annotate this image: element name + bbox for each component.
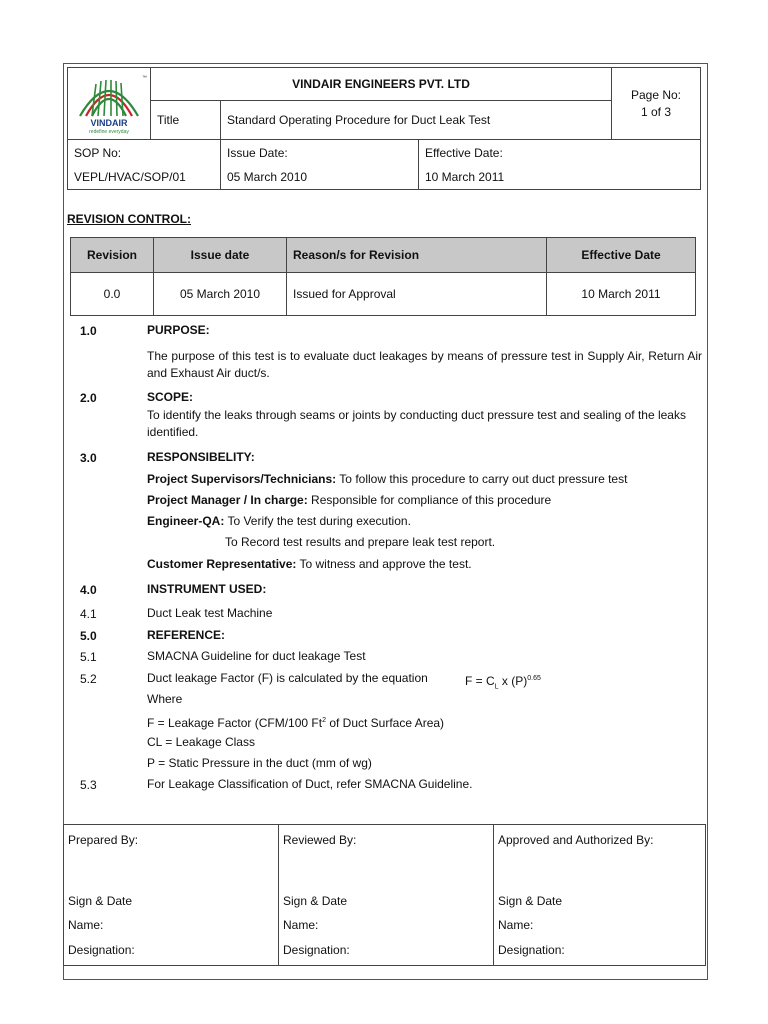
s3-number: 3.0 (80, 451, 97, 465)
f-definition: F = Leakage Factor (CFM/100 Ft$^2$ of Duct Surface Area) (147, 716, 445, 730)
reviewed-name: Name: (283, 918, 319, 932)
company-name: VINDAIR ENGINEERS PVT. LTD (151, 68, 612, 101)
s53-number: 5.3 (80, 778, 97, 792)
vindair-logo (70, 70, 148, 134)
sop-value: VEPL/HVAC/SOP/01 (74, 170, 186, 184)
resp-3-role: Engineer-QA: (147, 514, 225, 528)
logo-tagline: redefine everyday (89, 129, 129, 134)
resp-1-role: Project Supervisors/Technicians: (147, 472, 337, 486)
s52-number: 5.2 (80, 672, 97, 686)
col-reason: Reason/s for Revision (287, 238, 547, 273)
resp-1-text: To follow this procedure to carry out duct pressure test (336, 472, 628, 486)
revision-heading: REVISION CONTROL: (67, 212, 192, 226)
title-value: Standard Operating Procedure for Duct Leak Test (221, 100, 612, 139)
reviewed-designation: Designation: (283, 942, 350, 957)
reviewed-sign: Sign & Date (283, 893, 348, 908)
reviewed-cell (279, 825, 494, 966)
col-revision: Revision (71, 238, 154, 273)
s51-number: 5.1 (80, 650, 97, 664)
effective-label: Effective Date: (425, 145, 503, 160)
resp-1 (147, 471, 627, 488)
p-definition: P = Static Pressure in the duct (mm of wg) (147, 756, 372, 770)
s51-text: SMACNA Guideline for duct leakage Test (147, 649, 366, 663)
col-effective-date: Effective Date (547, 238, 696, 273)
issue-label: Issue Date: (227, 145, 288, 160)
s5-number: 5.0 (80, 629, 97, 643)
prepared-cell (64, 825, 279, 966)
approved-title: Approved and Authorized By: (498, 833, 654, 847)
resp-4-text: To witness and approve the test. (296, 557, 472, 571)
cell-issue-date: 05 March 2010 (154, 273, 287, 316)
s1-title: PURPOSE: (147, 323, 210, 337)
s5-title: REFERENCE: (147, 628, 226, 642)
s2-title: SCOPE: (147, 390, 194, 404)
s3-title: RESPONSIBELITY: (147, 450, 255, 464)
s2-text: To identify the leaks through seams or joints by conducting duct pressure test and sealing of the leaks identified. (147, 408, 686, 439)
s2-number: 2.0 (80, 391, 97, 405)
s52-text: Duct leakage Factor (F) is calculated by the equation (147, 671, 428, 685)
equation: $F = C_L$ x $(P)^{0.65}$ (465, 674, 541, 691)
prepared-designation: Designation: (68, 942, 135, 957)
effective-cell (419, 140, 701, 190)
logo-text: VINDAIR (90, 118, 128, 128)
col-issue-date: Issue date (154, 238, 287, 273)
approved-designation: Designation: (498, 942, 565, 957)
signature-table (63, 824, 706, 966)
where-label: Where (147, 692, 183, 706)
issue-cell (221, 140, 419, 190)
issue-value: 05 March 2010 (227, 169, 308, 184)
resp-3-text2: To Record test results and prepare leak test report. (225, 535, 496, 549)
resp-4 (147, 556, 472, 573)
s4-title: INSTRUMENT USED: (147, 582, 267, 596)
s1-text: The purpose of this test is to evaluate duct leakages by means of pressure test in Supply Air, Return Air and Exhaust Air duct/s. (147, 349, 702, 380)
page-value: 1 of 3 (640, 104, 672, 119)
page-number-cell (612, 68, 701, 140)
cell-reason: Issued for Approval (287, 273, 547, 316)
header-table (67, 67, 701, 190)
resp-2-text: Responsible for compliance of this procedure (307, 493, 552, 507)
title-label: Title (151, 100, 221, 139)
s41-text: Duct Leak test Machine (147, 606, 273, 620)
s41-number: 4.1 (80, 607, 97, 621)
prepared-title: Prepared By: (68, 833, 139, 847)
revision-table (70, 237, 696, 316)
s4-number: 4.0 (80, 583, 97, 597)
resp-2 (147, 492, 551, 509)
cell-effective-date: 10 March 2011 (547, 273, 696, 316)
resp-3 (147, 513, 411, 530)
cell-revision: 0.0 (71, 273, 154, 316)
s1-number: 1.0 (80, 324, 97, 338)
cl-definition: CL = Leakage Class (147, 735, 255, 749)
approved-cell (494, 825, 706, 966)
logo-cell (68, 68, 151, 140)
effective-value: 10 March 2011 (425, 169, 505, 184)
prepared-name: Name: (68, 918, 104, 932)
approved-name: Name: (498, 918, 534, 932)
svg-text:™: ™ (142, 75, 147, 81)
resp-3-text: To Verify the test during execution. (224, 514, 411, 528)
reviewed-title: Reviewed By: (283, 833, 357, 847)
s53-text: For Leakage Classification of Duct, refer SMACNA Guideline. (147, 777, 473, 791)
prepared-sign: Sign & Date (68, 893, 133, 908)
table-row (71, 273, 696, 316)
resp-2-role: Project Manager / In charge: (147, 493, 308, 507)
sop-label: SOP No: (74, 146, 122, 160)
resp-4-role: Customer Representative: (147, 557, 297, 571)
approved-sign: Sign & Date (498, 893, 563, 908)
page-label: Page No: (630, 87, 682, 102)
sop-cell (68, 140, 221, 190)
